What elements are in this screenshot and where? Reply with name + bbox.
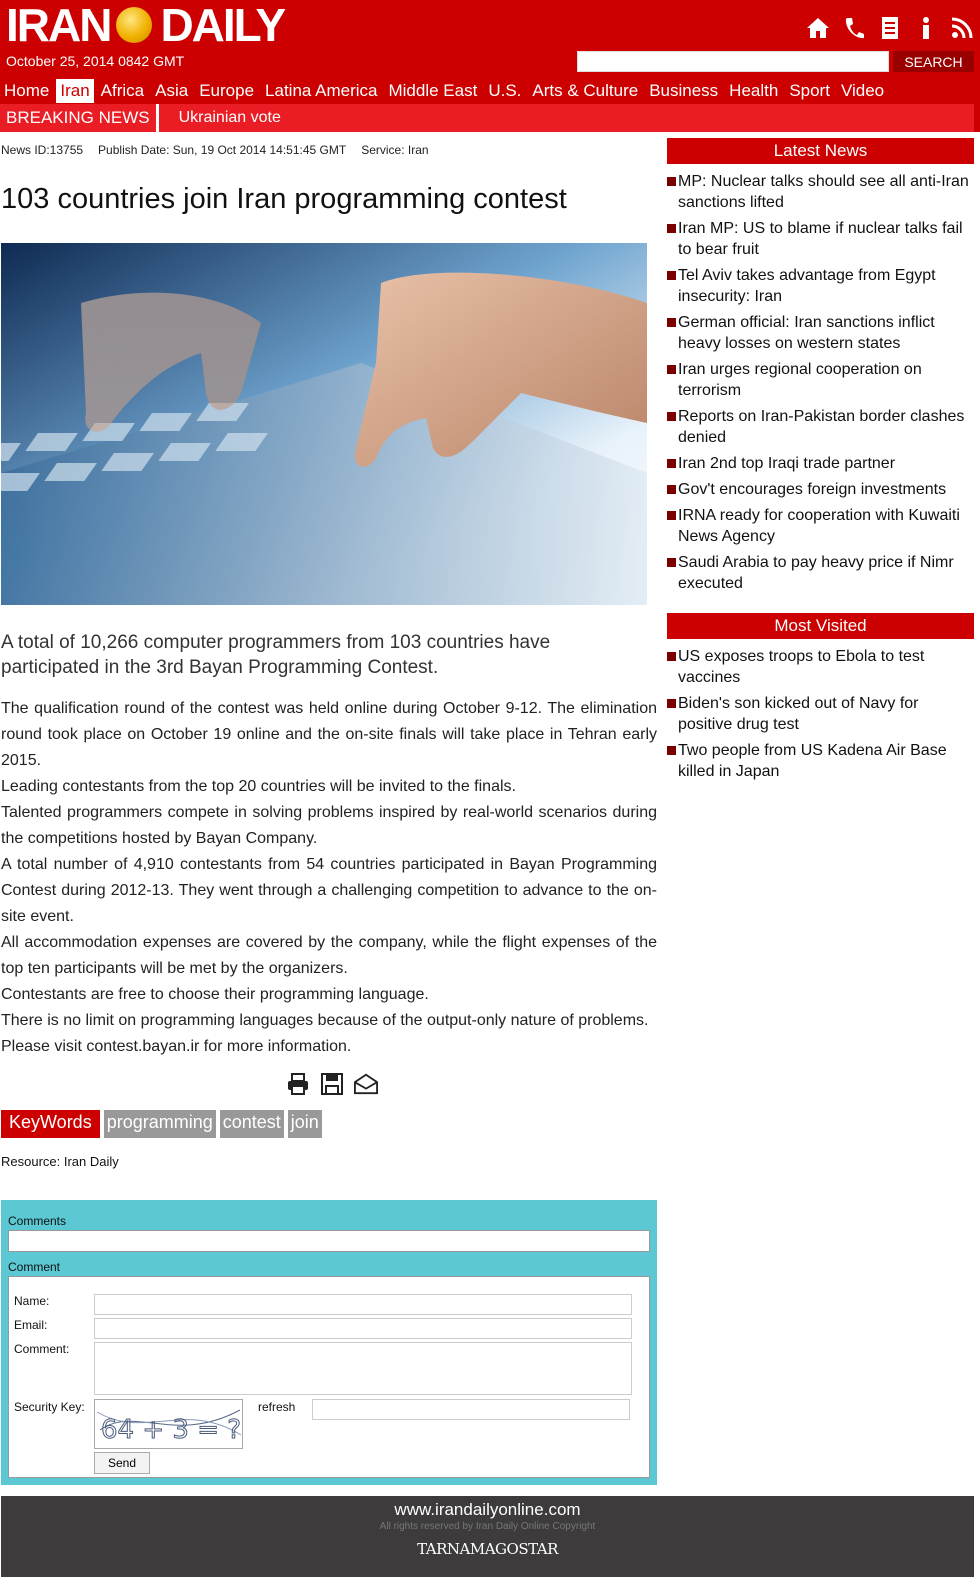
article-body (1, 696, 657, 1060)
search-button[interactable]: SEARCH (893, 51, 974, 72)
list-item[interactable]: Iran MP: US to blame if nuclear talks fail to bear fruit (667, 218, 974, 260)
main-nav (0, 77, 891, 104)
header-icons (806, 14, 974, 42)
print-icon[interactable] (286, 1072, 310, 1096)
save-icon[interactable] (320, 1072, 344, 1096)
bullet-icon (667, 511, 676, 520)
bullet-icon (667, 224, 676, 233)
comments-label: Comments (8, 1214, 67, 1228)
home-icon[interactable] (806, 14, 830, 42)
nav-asia[interactable]: Asia (155, 80, 189, 100)
keywords (1, 1110, 322, 1138)
comment-form (8, 1276, 650, 1478)
bullet-icon (667, 271, 676, 280)
list-item[interactable]: US exposes troops to Ebola to test vaccines (667, 646, 974, 688)
article-meta (1, 143, 429, 157)
site-footer (1, 1496, 974, 1577)
current-date: October 25, 2014 0842 GMT (6, 53, 185, 69)
nav-home[interactable]: Home (4, 80, 50, 100)
article-paragraph: All accommodation expenses are covered by the company, while the flight expenses of the top ten participants will be met by the organizers. (1, 934, 657, 977)
site-header (0, 0, 980, 132)
phone-icon[interactable] (842, 14, 866, 42)
refresh-link[interactable]: refresh (258, 1400, 296, 1414)
keyword-tag[interactable]: contest (220, 1110, 284, 1138)
logo-text-iran: IRAN (6, 0, 111, 51)
bullet-icon (667, 365, 676, 374)
most-visited-header: Most Visited (667, 613, 974, 639)
article-paragraph: Please visit contest.bayan.ir for more information. (1, 1038, 352, 1055)
document-icon[interactable] (878, 14, 902, 42)
article-paragraph: Contestants are free to choose their programming language. (1, 986, 429, 1003)
keywords-title: KeyWords (1, 1110, 100, 1138)
nav-us[interactable]: U.S. (488, 80, 522, 100)
resource: Resource: Iran Daily (1, 1154, 119, 1169)
service: Service: Iran (361, 143, 429, 157)
bullet-icon (667, 412, 676, 421)
publish-date: Publish Date: Sun, 19 Oct 2014 14:51:45 GMT (98, 143, 347, 157)
email-icon[interactable] (354, 1072, 378, 1096)
nav-latina-america[interactable]: Latina America (265, 80, 378, 100)
bullet-icon (667, 459, 676, 468)
list-item[interactable]: IRNA ready for cooperation with Kuwaiti News Agency (667, 505, 974, 547)
nav-middle-east[interactable]: Middle East (388, 80, 478, 100)
captcha-image (94, 1399, 243, 1449)
email-field[interactable] (94, 1318, 632, 1339)
breaking-news-label: BREAKING NEWS (0, 104, 159, 132)
footer-copyright: All rights reserved by Iran Daily Online Copyright (379, 1521, 596, 1532)
breaking-news-headline[interactable]: Ukrainian vote (178, 109, 281, 126)
article-paragraph: The qualification round of the contest was held online during October 9-12. The elimination round took place on October 19 online and the on-site finals will take place in Tehran early 2015. (1, 700, 657, 769)
article-image (1, 243, 647, 605)
nav-arts-culture[interactable]: Arts & Culture (532, 80, 639, 100)
send-button[interactable]: Send (94, 1452, 150, 1474)
nav-video[interactable]: Video (840, 80, 885, 100)
search-input[interactable] (577, 51, 889, 72)
bullet-icon (667, 177, 676, 186)
comments-section (1, 1200, 657, 1485)
breaking-news-bar (0, 104, 974, 132)
latest-news-list (667, 171, 974, 599)
nav-health[interactable]: Health (729, 80, 779, 100)
globe-icon (116, 7, 152, 43)
most-visited-list (667, 646, 974, 787)
bullet-icon (667, 699, 676, 708)
comment-label: Comment (8, 1260, 61, 1274)
list-item[interactable]: Iran urges regional cooperation on terrorism (667, 359, 974, 401)
nav-sport[interactable]: Sport (789, 80, 830, 100)
list-item[interactable]: German official: Iran sanctions inflict heavy losses on western states (667, 312, 974, 354)
latest-news-header: Latest News (667, 138, 974, 164)
logo-text-daily: DAILY (160, 0, 285, 51)
list-item[interactable]: Biden's son kicked out of Navy for positive drug test (667, 693, 974, 735)
footer-brand-logo[interactable]: TARNAMAGOSTAR (417, 1540, 558, 1558)
article-lead: A total of 10,266 computer programmers from 103 countries have participated in the 3rd Bayan Programming Contest. (1, 632, 551, 678)
page-title: 103 countries join Iran programming contest (1, 183, 567, 215)
list-item[interactable]: Two people from US Kadena Air Base killed in Japan (667, 740, 974, 782)
rss-icon[interactable] (950, 14, 974, 42)
article-paragraph: A total number of 4,910 contestants from 54 countries participated in Bayan Programming Contest during 2012-13. They went through a challenging competition to advance to the on-site event. (1, 856, 657, 925)
nav-business[interactable]: Business (649, 80, 719, 100)
list-item[interactable]: Saudi Arabia to pay heavy price if Nimr executed (667, 552, 974, 594)
footer-site-link[interactable]: www.irandailyonline.com (394, 1500, 581, 1519)
article-paragraph: There is no limit on programming languages because of the output-only nature of problems. (1, 1012, 649, 1029)
bullet-icon (667, 746, 676, 755)
list-item[interactable]: MP: Nuclear talks should see all anti-Iran sanctions lifted (667, 171, 974, 213)
name-field[interactable] (94, 1294, 632, 1315)
comment-textarea[interactable] (94, 1342, 632, 1395)
article-paragraph: Leading contestants from the top 20 countries will be invited to the finals. (1, 778, 516, 795)
keyword-tag[interactable]: join (288, 1110, 322, 1138)
comment-field-label: Comment: (14, 1342, 70, 1356)
bullet-icon (667, 485, 676, 494)
nav-europe[interactable]: Europe (199, 80, 255, 100)
list-item[interactable]: Gov't encourages foreign investments (667, 479, 974, 500)
keyword-tag[interactable]: programming (104, 1110, 216, 1138)
list-item[interactable]: Reports on Iran-Pakistan border clashes denied (667, 406, 974, 448)
captcha-text: 64 + 3 = ? (101, 1415, 242, 1445)
comments-list (8, 1230, 650, 1252)
email-label: Email: (14, 1318, 48, 1332)
list-item[interactable]: Tel Aviv takes advantage from Egypt insecurity: Iran (667, 265, 974, 307)
article-tools (286, 1072, 378, 1096)
bullet-icon (667, 558, 676, 567)
info-icon[interactable] (914, 14, 938, 42)
nav-africa[interactable]: Africa (100, 80, 145, 100)
bullet-icon (667, 318, 676, 327)
security-key-label: Security Key: (14, 1400, 85, 1414)
site-logo[interactable] (6, 0, 285, 51)
security-key-field[interactable] (312, 1399, 630, 1420)
article-paragraph: Talented programmers compete in solving problems inspired by real-world scenarios during the competitions hosted by Bayan Company. (1, 804, 657, 847)
list-item[interactable]: Iran 2nd top Iraqi trade partner (667, 453, 974, 474)
news-id: News ID:13755 (1, 143, 84, 157)
name-label: Name: (14, 1294, 50, 1308)
bullet-icon (667, 652, 676, 661)
nav-iran[interactable]: Iran (56, 79, 93, 103)
